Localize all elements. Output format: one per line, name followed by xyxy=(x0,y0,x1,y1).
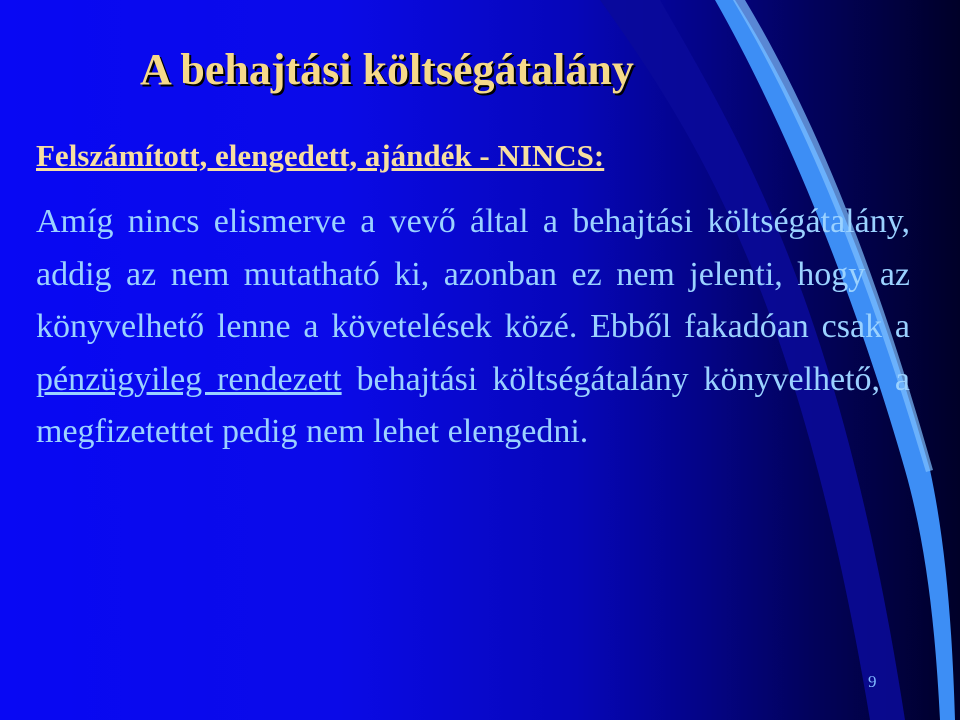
page-number: 9 xyxy=(868,672,877,691)
body-text-underlined: pénzügyileg rendezett xyxy=(36,360,342,398)
body-text-part-1: Amíg nincs elismerve a vevő által a behajtási költségátalány, addig az nem mutatható ki, azonban ez nem jelenti, hogy az könyvelhető lenne a követelések közé. Ebből fakadóan csak a xyxy=(36,203,910,345)
body-text-part-2: behajtási költségátalány könyvelhető, a megfizetettet pedig nem lehet elengedni. xyxy=(36,360,911,450)
slide-subtitle: Felszámított, elengedett, ajándék - NINCS: xyxy=(36,138,605,173)
slide-title: A behajtási költségátalány xyxy=(140,45,634,94)
slide-body-text xyxy=(36,196,910,459)
